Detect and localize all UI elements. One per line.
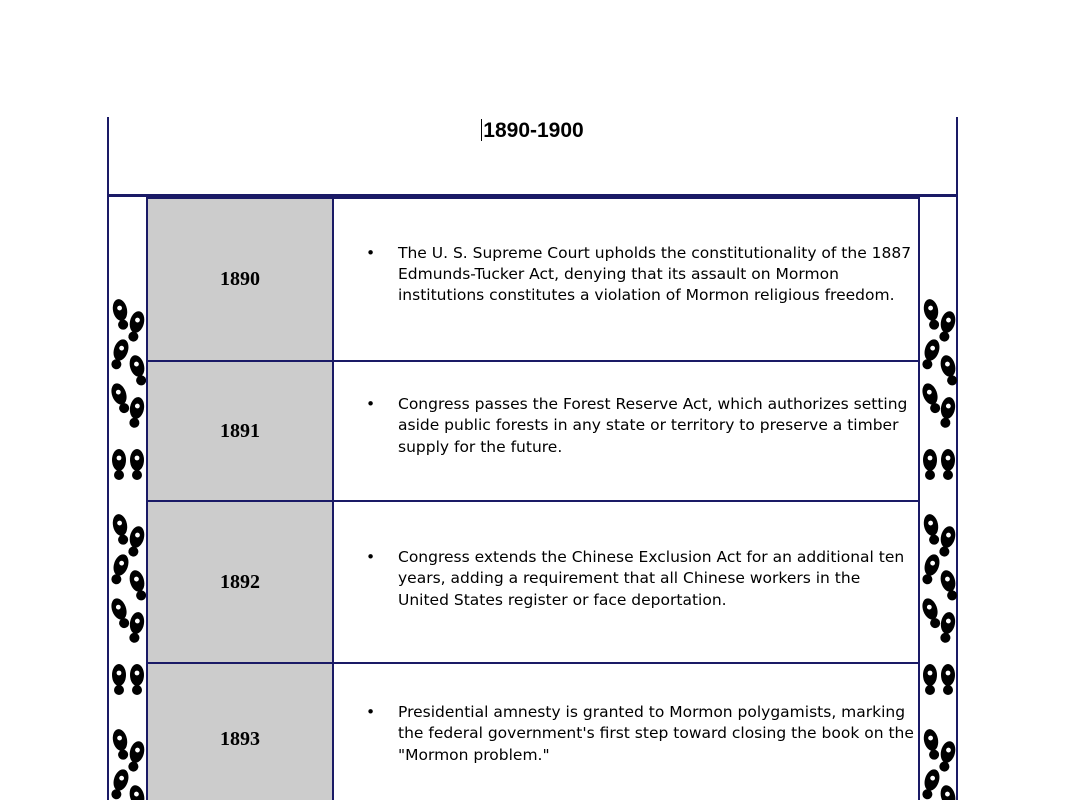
year-cell: 1890 [147, 198, 333, 361]
bullet-icon: • [366, 243, 376, 262]
timeline-table [146, 197, 920, 800]
table-row [147, 501, 919, 663]
table-row [147, 361, 919, 501]
bullet-icon: • [366, 395, 376, 414]
footprints-icon [920, 290, 960, 800]
event-cell [333, 198, 919, 361]
event-cell [333, 361, 919, 501]
year-cell: 1893 [147, 663, 333, 800]
event-cell [333, 663, 919, 800]
event-text: Presidential amnesty is granted to Mormon polygamists, marking the federal government's first step toward closing the book on the "Mormon problem." [398, 703, 914, 764]
event-cell [333, 501, 919, 663]
page-title [109, 117, 956, 196]
year-cell: 1892 [147, 501, 333, 663]
event-text: The U. S. Supreme Court upholds the constitutionality of the 1887 Edmunds-Tucker Act, denying that its assault on Mormon institutions constitutes a violation of Mormon religious freedom. [398, 243, 912, 305]
year-cell: 1891 [147, 361, 333, 501]
event-text: Congress extends the Chinese Exclusion Act for an additional ten years, adding a requirement that all Chinese workers in the United States register or face deportation. [398, 548, 905, 609]
event-text: Congress passes the Forest Reserve Act, which authorizes setting aside public forests in any state or territory to preserve a timber supply for the future. [398, 395, 908, 456]
page-title-text: 1890-1900 [483, 119, 584, 142]
table-row [147, 198, 919, 361]
table-row [147, 663, 919, 800]
bullet-icon: • [366, 548, 376, 567]
bullet-icon: • [366, 703, 376, 722]
footprints-icon [109, 290, 149, 800]
